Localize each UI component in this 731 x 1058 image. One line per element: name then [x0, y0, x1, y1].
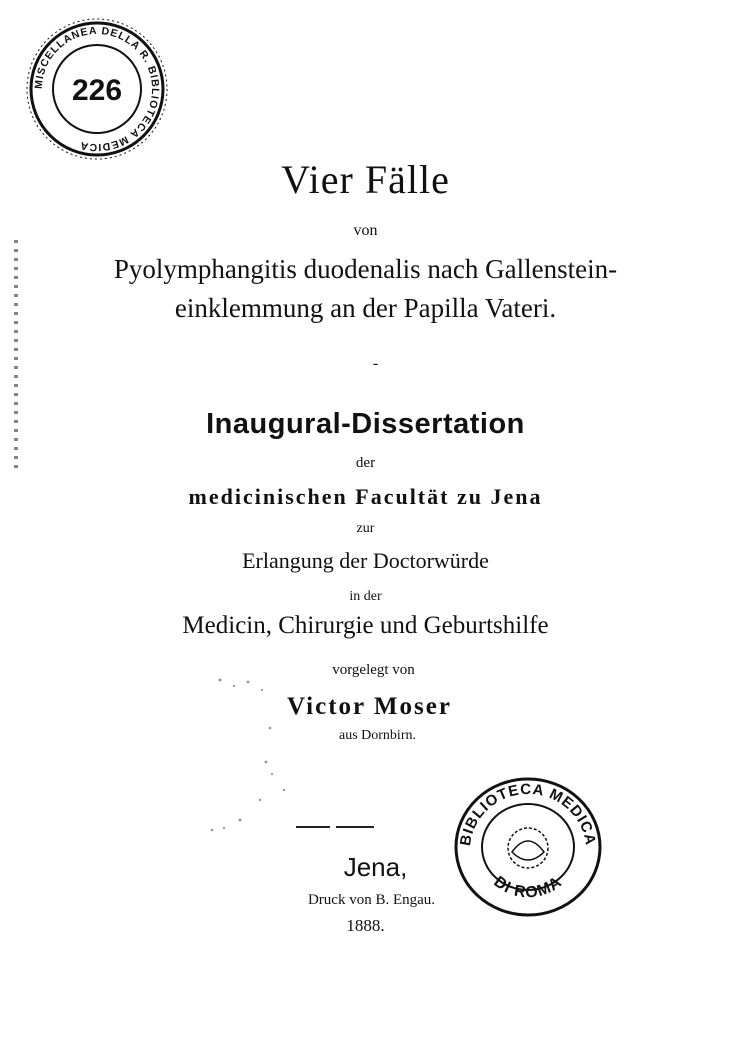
imprint-city: Jena, [343, 852, 408, 882]
author-name: Victor Moser [287, 693, 452, 720]
svg-text:DI ROMA [491, 873, 566, 901]
subtitle-line-2: einklemmung an der Papilla Vateri. [174, 293, 557, 323]
erlangung-line: Erlangung der Doctorwürde [242, 548, 489, 573]
stamp-seal-icon [22, 14, 172, 164]
von-text: von [353, 222, 378, 239]
faculty-line: medicinischen Facultät zu Jena [188, 484, 543, 509]
stamp-top-number: 226 [71, 74, 123, 107]
subtitle-line-1: Pyolymphangitis duodenalis nach Gallenstein- [113, 254, 618, 284]
in-der-text: in der [349, 589, 382, 604]
divider-left [296, 826, 330, 828]
ornament: - [372, 355, 379, 372]
scan-noise-marks [200, 670, 310, 840]
page-title: Vier Fälle [281, 157, 450, 202]
fields-line: Medicin, Chirurgie und Geburtshilfe [182, 612, 549, 639]
zur-text: zur [356, 521, 375, 536]
stamp-top-ring-text: MISCELLANEA DELLA R. BIBLIOTECA MEDICA [32, 24, 162, 154]
imprint-printer: Druck von B. Engau. [307, 892, 436, 908]
author-origin: aus Dornbirn. [339, 728, 416, 743]
imprint-year: 1888. [346, 916, 385, 935]
stamp-bottom-ring-top: BIBLIOTECA MEDICA [457, 780, 599, 848]
dissertation-heading: Inaugural-Dissertation [206, 408, 525, 440]
library-stamp-top [22, 14, 172, 168]
divider-right [336, 826, 374, 828]
stamp-seal-icon [450, 772, 606, 922]
stamp-bottom-ring-bottom: DI ROMA [490, 873, 566, 902]
library-stamp-bottom [450, 772, 606, 926]
svg-text:BIBLIOTECA MEDICA [457, 781, 599, 847]
der-text: der [355, 455, 376, 471]
vorgelegt-text: vorgelegt von [332, 662, 415, 678]
